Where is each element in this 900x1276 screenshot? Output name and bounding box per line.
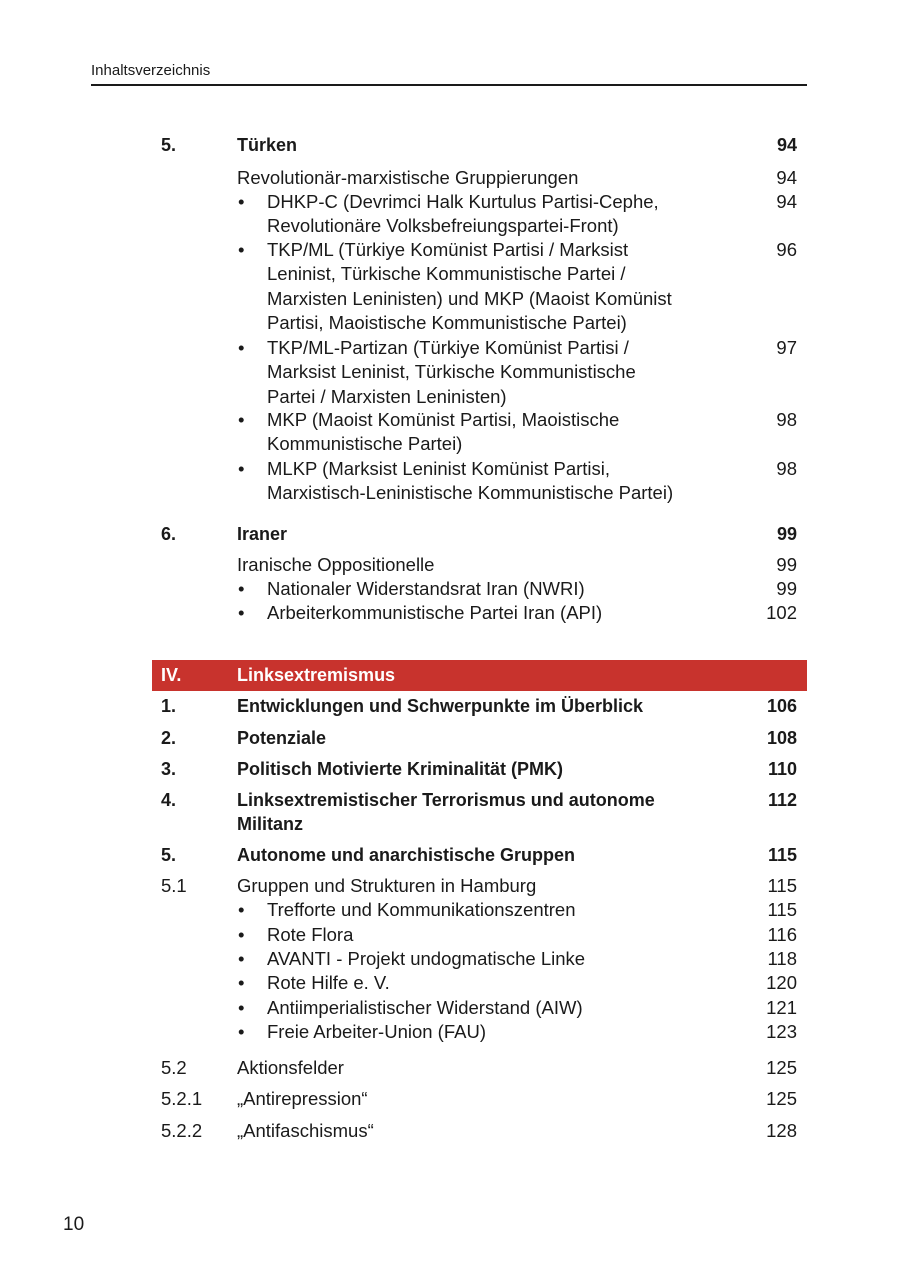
toc-entry-number: 4. bbox=[161, 790, 177, 810]
toc-entry-page: 115 bbox=[767, 845, 797, 865]
toc-entry-title-line: „Antifaschismus“ bbox=[237, 1120, 374, 1141]
toc-entry-title-line: Iranische Oppositionelle bbox=[237, 554, 435, 575]
bullet-icon: • bbox=[238, 458, 245, 479]
toc-entry-title-line: Autonome und anarchistische Gruppen bbox=[237, 845, 576, 865]
toc-entry-title-line: Gruppen und Strukturen in Hamburg bbox=[237, 875, 537, 896]
toc-entry-title bbox=[267, 238, 747, 336]
toc-entry-title-line: MLKP (Marksist Leninist Komünist Partisi, bbox=[267, 458, 611, 479]
toc-entry-page: 98 bbox=[776, 409, 797, 430]
toc-entry-title bbox=[237, 1119, 747, 1143]
toc-entry-title-line: TKP/ML-Partizan (Türkiye Komünist Partisi / bbox=[267, 337, 629, 358]
toc-entry-title bbox=[237, 694, 747, 718]
toc-entry-title-line: Revolutionäre Volksbefreiungspartei-Front) bbox=[267, 215, 619, 237]
toc-entry-page: 121 bbox=[766, 997, 797, 1018]
toc-entry-title-line: Iraner bbox=[237, 524, 288, 544]
toc-entry-title-line: AVANTI - Projekt undogmatische Linke bbox=[267, 948, 586, 969]
toc-entry-title-line: Partisi, Maoistische Kommunistische Partei) bbox=[267, 312, 627, 334]
toc-entry-page: 116 bbox=[767, 924, 797, 945]
toc-entry-title-line: Arbeiterkommunistische Partei Iran (API) bbox=[267, 602, 603, 623]
toc-entry-number: 2. bbox=[161, 728, 177, 748]
toc-entry-title-line: Potenziale bbox=[237, 728, 327, 748]
toc-entry-number: 6. bbox=[161, 524, 177, 544]
toc-entry-title-line: Partei / Marxisten Leninisten) bbox=[267, 385, 507, 407]
bullet-icon: • bbox=[238, 409, 245, 430]
toc-entry-title-line: Freie Arbeiter-Union (FAU) bbox=[267, 1021, 486, 1042]
page-number: 10 bbox=[63, 1214, 85, 1235]
toc-entry-title bbox=[267, 898, 747, 922]
toc-entry-number: 5.2.2 bbox=[161, 1120, 203, 1141]
toc-entry-title-line: Nationaler Widerstandsrat Iran (NWRI) bbox=[267, 578, 585, 599]
toc-entry-title-line: „Antirepression“ bbox=[237, 1088, 368, 1109]
toc-entry-title-line: Antiimperialistischer Widerstand (AIW) bbox=[267, 997, 583, 1018]
toc-entry-title-line: Leninist, Türkische Kommunistische Partei / bbox=[267, 263, 626, 285]
toc-entry-title-line: Linksextremismus bbox=[237, 665, 396, 685]
toc-entry-title bbox=[237, 522, 747, 546]
toc-entry-page: 112 bbox=[767, 790, 797, 810]
toc-entry-title bbox=[237, 553, 747, 577]
toc-entry-page: 125 bbox=[766, 1057, 797, 1078]
toc-entry-title bbox=[267, 1020, 747, 1044]
toc-entry-title-line: Politisch Motivierte Kriminalität (PMK) bbox=[237, 759, 564, 779]
toc-entry-title bbox=[237, 660, 747, 691]
toc-entry-title-line: Marxisten Leninisten) und MKP (Maoist Komünist bbox=[267, 287, 672, 309]
toc-entry-page: 102 bbox=[766, 602, 797, 623]
toc-entry-title-line: Linksextremistischer Terrorismus und autonome bbox=[237, 790, 655, 810]
toc-entry-title-line: Militanz bbox=[237, 814, 303, 835]
toc-entry-number: 5.2 bbox=[161, 1057, 187, 1078]
toc-entry-page: 123 bbox=[766, 1021, 797, 1042]
toc-entry-title bbox=[267, 947, 747, 971]
toc-entry-title-line: Türken bbox=[237, 135, 298, 155]
toc-entry-title bbox=[237, 1087, 747, 1111]
toc-entry-page: 120 bbox=[766, 972, 797, 993]
toc-entry-number: 3. bbox=[161, 759, 177, 779]
toc-entry-title-line: DHKP-C (Devrimci Halk Kurtulus Partisi-Cephe, bbox=[267, 191, 659, 212]
toc-entry-page: 106 bbox=[766, 696, 797, 716]
toc-entry-title bbox=[237, 726, 747, 750]
toc-entry-number: 5. bbox=[161, 135, 177, 155]
toc-entry-title-line: Marksist Leninist, Türkische Kommunistische bbox=[267, 361, 636, 383]
toc-entry-title-line: Marxistisch-Leninistische Kommunistische Partei) bbox=[267, 482, 674, 504]
toc-entry-page: 108 bbox=[766, 728, 797, 748]
toc-entry-page: 115 bbox=[767, 899, 797, 920]
toc-entry-page: 94 bbox=[776, 191, 797, 212]
toc-entry-title bbox=[267, 971, 747, 995]
toc-entry-number: 5. bbox=[161, 845, 177, 865]
toc-entry-title bbox=[267, 457, 747, 506]
toc-entry-title bbox=[237, 757, 747, 781]
toc-entry-title-line: Kommunistische Partei) bbox=[267, 433, 463, 455]
toc-entry-page: 96 bbox=[776, 239, 797, 260]
toc-entry-title-line: Revolutionär-marxistische Gruppierungen bbox=[237, 167, 579, 188]
toc-entry-title bbox=[267, 336, 747, 409]
toc-entry-title-line: MKP (Maoist Komünist Partisi, Maoistische bbox=[267, 409, 620, 430]
toc-entry-title bbox=[267, 408, 747, 457]
toc-entry-title-line: Rote Flora bbox=[267, 924, 354, 945]
toc-section-heading bbox=[152, 660, 807, 691]
bullet-icon: • bbox=[238, 997, 245, 1018]
bullet-icon: • bbox=[238, 1021, 245, 1042]
toc-entry-page: 94 bbox=[776, 135, 797, 155]
toc-entry-title bbox=[267, 996, 747, 1020]
toc-entry-title bbox=[237, 166, 747, 190]
toc-entry-page: 128 bbox=[766, 1120, 797, 1141]
toc-entry-title bbox=[237, 133, 747, 157]
toc-entry-page: 97 bbox=[776, 337, 797, 358]
toc-entry-page: 110 bbox=[767, 759, 797, 779]
bullet-icon: • bbox=[238, 578, 245, 599]
toc-entry-title bbox=[267, 923, 747, 947]
toc-entry-page: 99 bbox=[776, 524, 797, 544]
toc-entry-page: 94 bbox=[776, 167, 797, 188]
toc-entry-title-line: Aktionsfelder bbox=[237, 1057, 344, 1078]
toc-entry-title bbox=[267, 577, 747, 601]
toc-entry-title bbox=[237, 874, 747, 898]
toc-entry-page: 99 bbox=[776, 554, 797, 575]
toc-entry-title-line: TKP/ML (Türkiye Komünist Partisi / Marksist bbox=[267, 239, 629, 260]
toc-entry-title bbox=[237, 788, 747, 837]
toc-entry-number: 5.2.1 bbox=[161, 1088, 203, 1109]
bullet-icon: • bbox=[238, 972, 245, 993]
toc-entry-page: 118 bbox=[767, 948, 797, 969]
bullet-icon: • bbox=[238, 239, 245, 260]
header-rule bbox=[91, 84, 807, 86]
bullet-icon: • bbox=[238, 191, 245, 212]
toc-entry-number: IV. bbox=[161, 665, 182, 685]
bullet-icon: • bbox=[238, 948, 245, 969]
bullet-icon: • bbox=[238, 337, 245, 358]
bullet-icon: • bbox=[238, 602, 245, 623]
toc-entry-page: 98 bbox=[776, 458, 797, 479]
bullet-icon: • bbox=[238, 899, 245, 920]
toc-entry-title-line: Entwicklungen und Schwerpunkte im Überblick bbox=[237, 696, 644, 716]
toc-entry-title bbox=[237, 843, 747, 867]
toc-entry-number: 1. bbox=[161, 696, 177, 716]
toc-entry-title-line: Rote Hilfe e. V. bbox=[267, 972, 390, 993]
running-header-title: Inhaltsverzeichnis bbox=[91, 62, 211, 79]
toc-entry-title-line: Trefforte und Kommunikationszentren bbox=[267, 899, 576, 920]
toc-entry-title bbox=[267, 190, 747, 239]
toc-entry-number: 5.1 bbox=[161, 875, 187, 896]
toc-entry-page: 115 bbox=[767, 875, 797, 896]
toc-entry-title bbox=[267, 601, 747, 625]
toc-entry-page: 99 bbox=[776, 578, 797, 599]
toc-entry-title bbox=[237, 1056, 747, 1080]
bullet-icon: • bbox=[238, 924, 245, 945]
toc-entry-page: 125 bbox=[766, 1088, 797, 1109]
